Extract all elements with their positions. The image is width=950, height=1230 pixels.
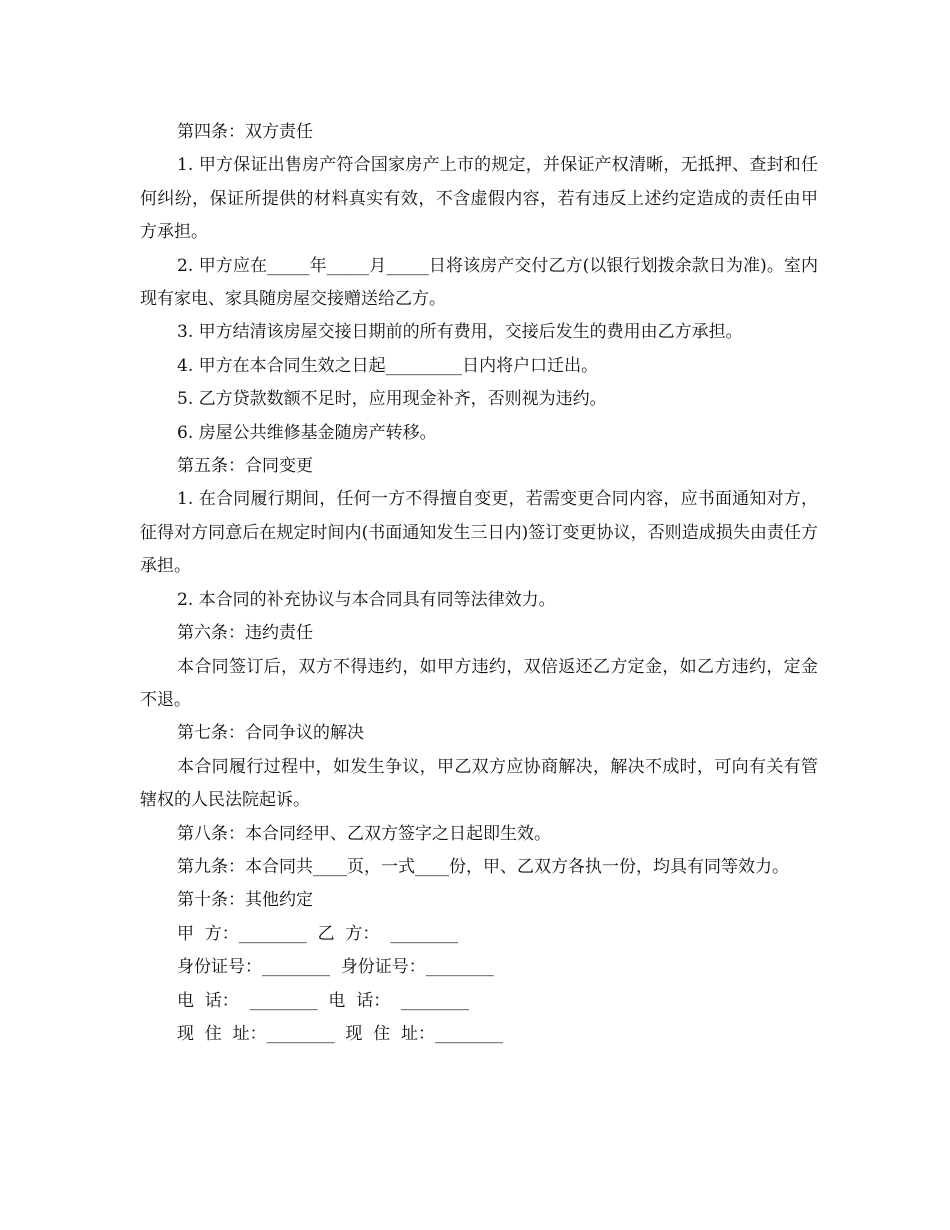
signature-phone-row: 电 话： ________ 电 话： ________: [177, 990, 470, 1011]
clause-4-1: 1. 甲方保证出售房产符合国家房产上市的规定，并保证产权清晰，无抵押、查封和任何纠纷，保证所提供的材料真实有效，不含虚假内容，若有违反上述约定造成的责任由甲方承担。: [140, 155, 818, 243]
clause-5-2: 2. 本合同的补充协议与本合同具有同等法律效力。: [177, 589, 556, 610]
clause-4-3: 3. 甲方结清该房屋交接日期前的所有费用，交接后发生的费用由乙方承担。: [177, 322, 743, 343]
clause-4-4: 4. 甲方在本合同生效之日起_________日内将户口迁出。: [177, 355, 599, 376]
signature-id-row: 身份证号：________ 身份证号：________: [177, 957, 494, 978]
clause-4-5: 5. 乙方贷款数额不足时，应用现金补齐，否则视为违约。: [177, 389, 607, 410]
signature-party-row: 甲 方：________ 乙 方： ________: [177, 923, 459, 944]
section-5-heading: 第五条：合同变更: [177, 456, 313, 477]
clause-6-body: 本合同签订后，双方不得违约，如甲方违约，双倍返还乙方定金，如乙方违约，定金不退。: [140, 656, 818, 710]
section-7-heading: 第七条：合同争议的解决: [177, 723, 364, 744]
section-10-heading: 第十条：其他约定: [177, 890, 313, 911]
clause-5-1: 1. 在合同履行期间，任何一方不得擅自变更，若需变更合同内容，应书面通知对方，征得对方同意后在规定时间内(书面通知发生三日内)签订变更协议，否则造成损失由责任方承担。: [140, 489, 818, 577]
signature-address-row: 现 住 址：________ 现 住 址：________: [177, 1023, 504, 1044]
clause-4-6: 6. 房屋公共维修基金随房产转移。: [177, 422, 437, 443]
section-8: 第八条：本合同经甲、乙双方签字之日起即生效。: [177, 823, 551, 844]
clause-4-2: 2. 甲方应在_____年_____月_____日将该房产交付乙方(以银行划拨余款日为准)。室内现有家电、家具随房屋交接赠送给乙方。: [140, 255, 818, 310]
contract-body: [140, 116, 818, 1051]
section-9: 第九条：本合同共____页，一式____份，甲、乙双方各执一份，均具有同等效力。: [177, 856, 789, 877]
clause-7-body: 本合同履行过程中，如发生争议，甲乙双方应协商解决，解决不成时，可向有关有管辖权的人民法院起诉。: [140, 756, 818, 811]
section-4-heading: 第四条：双方责任: [177, 122, 313, 142]
section-6-heading: 第六条：违约责任: [177, 623, 313, 644]
